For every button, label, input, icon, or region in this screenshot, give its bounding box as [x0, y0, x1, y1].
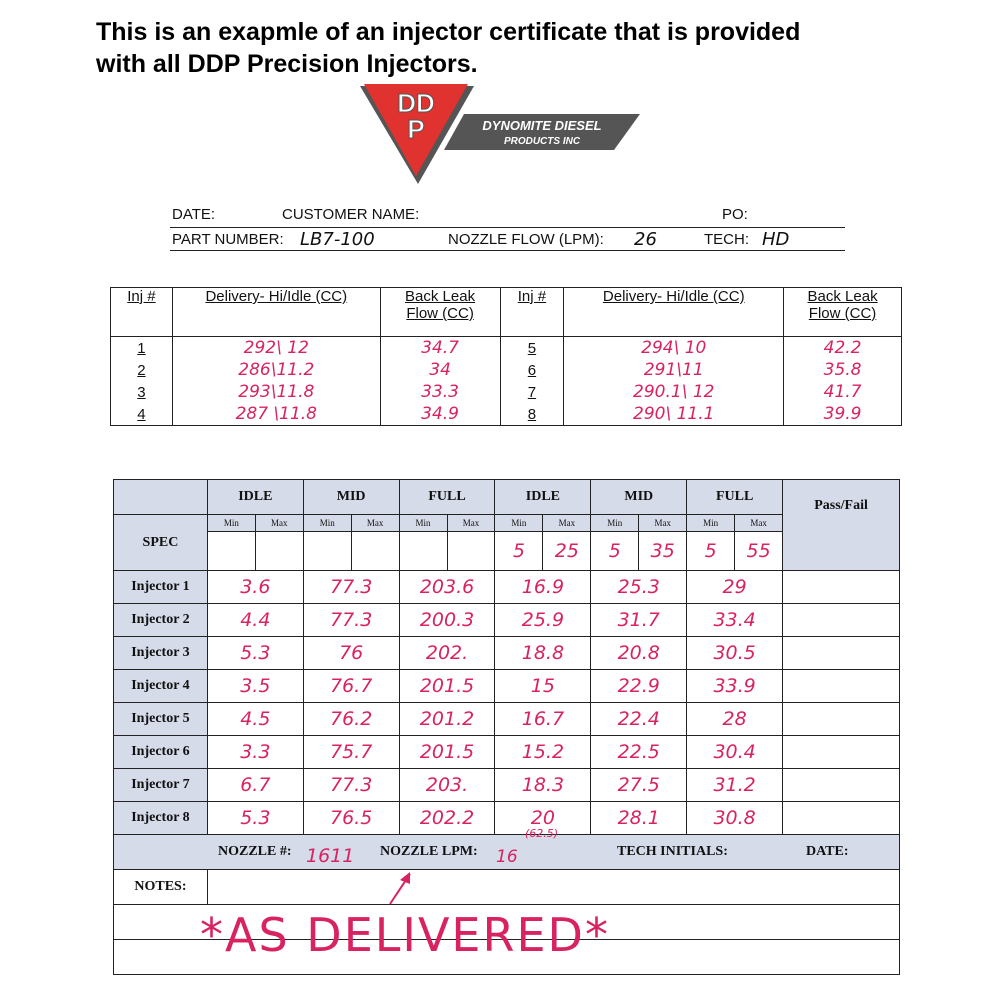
po-label: PO:	[722, 206, 748, 223]
group-mid-1: MID	[303, 480, 399, 515]
delivery-value[interactable]: 292\ 12	[172, 337, 380, 360]
idle-value[interactable]: 3.3	[207, 736, 303, 769]
injector-row-5	[114, 703, 900, 736]
spec-minmax-row	[114, 515, 900, 532]
full-value[interactable]: 200.3	[399, 604, 495, 637]
spec-mid-min[interactable]	[303, 532, 351, 571]
injector-row-8	[114, 802, 900, 835]
idle-value[interactable]: 5.3	[207, 637, 303, 670]
idle2-value[interactable]: 25.9	[495, 604, 591, 637]
idle2-value[interactable]: 15	[495, 670, 591, 703]
nozzle-flow-label: NOZZLE FLOW (LPM):	[448, 231, 604, 248]
mid2-value[interactable]: 31.7	[591, 604, 687, 637]
max-label: Max	[447, 515, 495, 532]
backleak-header-right	[784, 288, 902, 337]
inj-number: 5	[500, 337, 564, 360]
injector-row-3	[114, 637, 900, 670]
pass-fail-cell[interactable]	[783, 769, 900, 802]
delivery-value[interactable]: 287 \11.8	[172, 403, 380, 426]
idle-value[interactable]: 4.5	[207, 703, 303, 736]
injector-row-1	[114, 571, 900, 604]
injector-label: Injector 7	[114, 769, 208, 802]
info-line-2	[170, 250, 845, 251]
full-value[interactable]: 201.2	[399, 703, 495, 736]
delivery-row-4	[111, 403, 902, 426]
idle2-value[interactable]: 18.3	[495, 769, 591, 802]
min-label: Min	[687, 515, 735, 532]
full-value[interactable]: 203.6	[399, 571, 495, 604]
spec-group-row	[114, 480, 900, 515]
notes-label: NOTES:	[114, 870, 208, 905]
idle2-value[interactable]: 16.9	[495, 571, 591, 604]
mid2-value[interactable]: 22.9	[591, 670, 687, 703]
max-label: Max	[639, 515, 687, 532]
backleak-value[interactable]: 35.8	[784, 359, 902, 381]
inj-number: 3	[111, 381, 173, 403]
injector-label: Injector 6	[114, 736, 208, 769]
nozzle-flow-value[interactable]: 26	[634, 229, 657, 250]
as-delivered-note: *AS DELIVERED*	[200, 908, 610, 962]
notes-row	[114, 870, 900, 905]
mid2-value[interactable]: 20.8	[591, 637, 687, 670]
inj-number: 8	[500, 403, 564, 426]
backleak-value[interactable]: 34.7	[380, 337, 500, 360]
spec-mid2-min[interactable]: 5	[591, 532, 639, 571]
tech-label: TECH:	[704, 231, 749, 248]
logo-letter-bottom: P	[407, 114, 425, 144]
min-label: Min	[399, 515, 447, 532]
spec-table	[113, 479, 900, 975]
inj-header-right: Inj #	[500, 288, 564, 337]
full2-value[interactable]: 29	[687, 571, 783, 604]
full2-value[interactable]: 30.4	[687, 736, 783, 769]
ddp-logo	[356, 84, 656, 188]
mid2-value[interactable]: 25.3	[591, 571, 687, 604]
group-full-2: FULL	[687, 480, 783, 515]
full2-value[interactable]: 33.4	[687, 604, 783, 637]
backleak-value[interactable]: 34	[380, 359, 500, 381]
pass-fail-cell[interactable]	[783, 604, 900, 637]
idle-value[interactable]: 3.5	[207, 670, 303, 703]
pass-fail-cell[interactable]	[783, 571, 900, 604]
backleak-value[interactable]: 33.3	[380, 381, 500, 403]
intro-heading	[96, 16, 956, 80]
customer-name-label: CUSTOMER NAME:	[282, 206, 420, 223]
injector-row-2	[114, 604, 900, 637]
spec-mid-max[interactable]	[351, 532, 399, 571]
inj-number: 7	[500, 381, 564, 403]
injector-label: Injector 4	[114, 670, 208, 703]
mid-value[interactable]: 76.5	[303, 802, 399, 835]
spec-idle-max[interactable]	[255, 532, 303, 571]
mid-value[interactable]: 76	[303, 637, 399, 670]
full2-value[interactable]: 31.2	[687, 769, 783, 802]
idle-value[interactable]: 4.4	[207, 604, 303, 637]
mid-value[interactable]: 77.3	[303, 604, 399, 637]
backleak-header-left-line-2: Flow (CC)	[406, 305, 474, 322]
idle2-value[interactable]: 16.7	[495, 703, 591, 736]
spec-idle2-max[interactable]: 25	[543, 532, 591, 571]
idle2-value[interactable]: 20	[495, 802, 591, 835]
full2-value[interactable]: 30.5	[687, 637, 783, 670]
nozzle-number-value[interactable]: 1611	[306, 845, 355, 867]
inj-number: 6	[500, 359, 564, 381]
max-label: Max	[255, 515, 303, 532]
mid2-value[interactable]: 22.4	[591, 703, 687, 736]
nozzle-lpm-value[interactable]: 16	[496, 847, 518, 867]
spec-full2-min[interactable]: 5	[687, 532, 735, 571]
backleak-header-right-line-1: Back Leak	[807, 288, 878, 305]
mid-value[interactable]: 77.3	[303, 571, 399, 604]
full-value[interactable]: 202.2	[399, 802, 495, 835]
min-label: Min	[207, 515, 255, 532]
inj-number: 2	[111, 359, 173, 381]
delivery-row-2	[111, 359, 902, 381]
full-value[interactable]: 201.5	[399, 670, 495, 703]
mid-value[interactable]: 76.7	[303, 670, 399, 703]
spec-idle-min[interactable]	[207, 532, 255, 571]
full2-value[interactable]: 30.8	[687, 802, 783, 835]
nozzle-number-label: NOZZLE #:	[218, 844, 292, 859]
backleak-header-left-line-1: Back Leak	[405, 288, 476, 305]
spec-values-row	[114, 532, 900, 571]
group-idle-2: IDLE	[495, 480, 591, 515]
logo-company-line-2: PRODUCTS INC	[503, 136, 581, 147]
injector-label: Injector 8	[114, 802, 208, 835]
spec-full-min[interactable]	[399, 532, 447, 571]
footer-date-label: DATE:	[806, 844, 849, 859]
arrow-up-icon	[380, 868, 420, 908]
delivery-header-row	[111, 288, 902, 337]
spec-idle2-min[interactable]: 5	[495, 532, 543, 571]
idle2-value[interactable]: 15.2	[495, 736, 591, 769]
spec-full-max[interactable]	[447, 532, 495, 571]
pass-fail-cell[interactable]	[783, 670, 900, 703]
idle-value[interactable]: 5.3	[207, 802, 303, 835]
mid-value[interactable]: 76.2	[303, 703, 399, 736]
delivery-row-1	[111, 337, 902, 360]
injector-label: Injector 5	[114, 703, 208, 736]
logo-company-line-1: DYNOMITE DIESEL	[482, 118, 602, 133]
pass-fail-header: Pass/Fail	[783, 480, 900, 571]
min-label: Min	[591, 515, 639, 532]
full2-value[interactable]: 33.9	[687, 670, 783, 703]
full-value[interactable]: 201.5	[399, 736, 495, 769]
mid2-value[interactable]: 22.5	[591, 736, 687, 769]
injector-row-4	[114, 670, 900, 703]
injector-label: Injector 1	[114, 571, 208, 604]
injector-row-7	[114, 769, 900, 802]
backleak-header-left	[380, 288, 500, 337]
injector-label: Injector 2	[114, 604, 208, 637]
backleak-header-right-line-2: Flow (CC)	[808, 305, 877, 322]
delivery-value[interactable]: 293\11.8	[172, 381, 380, 403]
pass-fail-cell[interactable]	[783, 736, 900, 769]
group-mid-2: MID	[591, 480, 687, 515]
full2-value[interactable]: 28	[687, 703, 783, 736]
mid-value[interactable]: 75.7	[303, 736, 399, 769]
part-number-label: PART NUMBER:	[172, 231, 284, 248]
spec-full2-max[interactable]: 55	[735, 532, 783, 571]
backleak-value[interactable]: 34.9	[380, 403, 500, 426]
max-label: Max	[735, 515, 783, 532]
delivery-table	[110, 287, 902, 426]
part-number-value[interactable]: LB7-100	[300, 229, 375, 250]
max-label: Max	[351, 515, 399, 532]
idle-value[interactable]: 6.7	[207, 769, 303, 802]
idle2-value[interactable]: 18.8	[495, 637, 591, 670]
injector-row-6	[114, 736, 900, 769]
delivery-value[interactable]: 294\ 10	[564, 337, 784, 360]
backleak-value[interactable]: 39.9	[784, 403, 902, 426]
pass-fail-cell[interactable]	[783, 802, 900, 835]
delivery-value[interactable]: 286\11.2	[172, 359, 380, 381]
idle-value[interactable]: 3.6	[207, 571, 303, 604]
mid2-value[interactable]: 27.5	[591, 769, 687, 802]
spec-corner	[114, 480, 208, 515]
max-label: Max	[543, 515, 591, 532]
tech-value[interactable]: HD	[762, 229, 790, 250]
inj-header-left: Inj #	[111, 288, 173, 337]
nozzle-footer-row	[114, 835, 900, 870]
logo-letters-top: DD	[397, 88, 435, 118]
info-line-1	[170, 227, 845, 228]
nozzle-lpm-label: NOZZLE LPM:	[380, 844, 478, 859]
delivery-value[interactable]: 291\11	[564, 359, 784, 381]
intro-line-2: with all DDP Precision Injectors.	[96, 50, 478, 78]
inj-number: 4	[111, 403, 173, 426]
nozzle-footer	[114, 827, 900, 870]
pass-fail-cell[interactable]	[783, 703, 900, 736]
tech-initials-label: TECH INITIALS:	[617, 844, 728, 859]
min-label: Min	[495, 515, 543, 532]
min-label: Min	[303, 515, 351, 532]
injector-label: Injector 3	[114, 637, 208, 670]
mid2-value[interactable]: 28.1	[591, 802, 687, 835]
full-value[interactable]: 202.	[399, 637, 495, 670]
group-full-1: FULL	[399, 480, 495, 515]
mid-value[interactable]: 77.3	[303, 769, 399, 802]
spec-label: SPEC	[114, 515, 208, 571]
backleak-value[interactable]: 41.7	[784, 381, 902, 403]
backleak-value[interactable]: 42.2	[784, 337, 902, 360]
date-label: DATE:	[172, 206, 216, 223]
intro-line-1: This is an exapmle of an injector certificate that is provided	[96, 18, 801, 46]
delivery-header-left: Delivery- Hi/Idle (CC)	[172, 288, 380, 337]
delivery-header-right: Delivery- Hi/Idle (CC)	[564, 288, 784, 337]
delivery-value[interactable]: 290\ 11.1	[564, 403, 784, 426]
spec-mid2-max[interactable]: 35	[639, 532, 687, 571]
delivery-row-3	[111, 381, 902, 403]
full-value[interactable]: 203.	[399, 769, 495, 802]
inj-number: 1	[111, 337, 173, 360]
delivery-value[interactable]: 290.1\ 12	[564, 381, 784, 403]
notes-field-line-1[interactable]	[207, 870, 899, 905]
group-idle-1: IDLE	[207, 480, 303, 515]
pass-fail-cell[interactable]	[783, 637, 900, 670]
nozzle-lpm-note: (62.5)	[525, 827, 559, 840]
